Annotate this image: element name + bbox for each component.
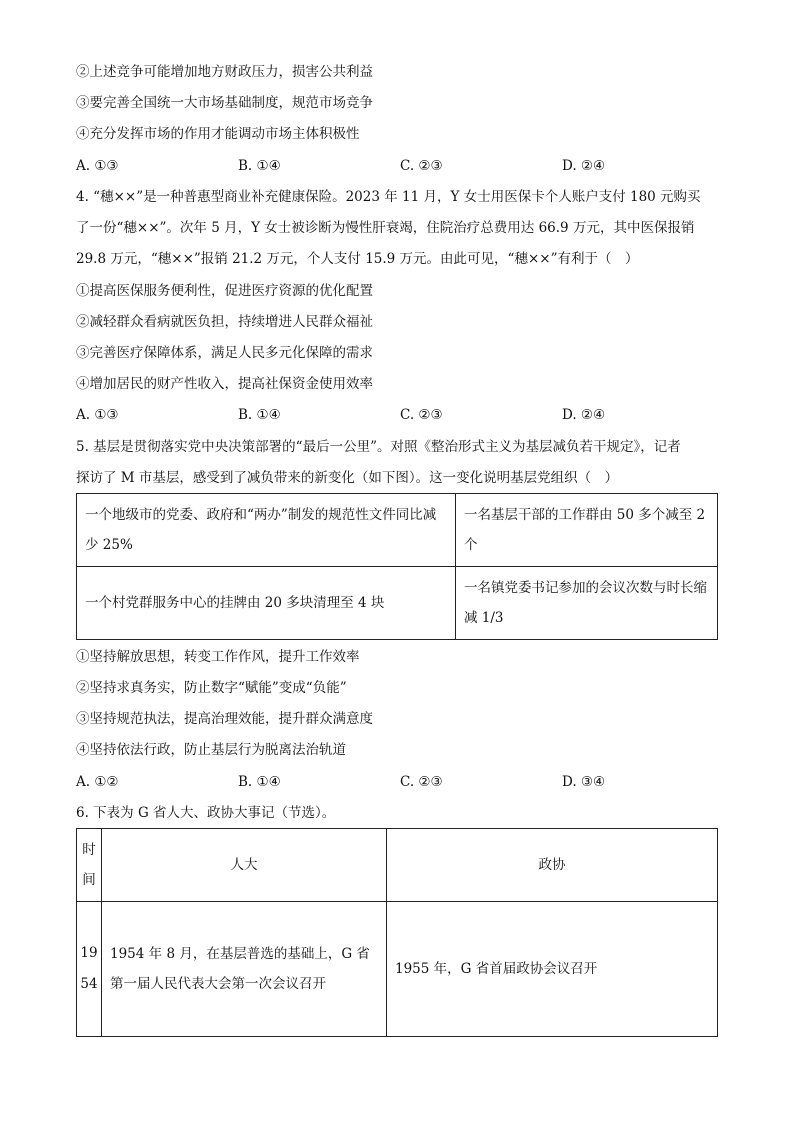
q4-stem-line-2: 了一份“穗××”。次年 5 月，Y 女士被诊断为慢性肝衰竭，住院治疗总费用达 66.9 万元，其中医保报销 <box>76 220 695 236</box>
q4-option-c[interactable]: C. ②③ <box>400 407 443 423</box>
table-row <box>77 902 718 1037</box>
q4-stem-line-1: 4. “穗××”是一种普惠型商业补充健康保险。2023 年 11 月，Y 女士用医保卡个人账户支付 180 元购买 <box>76 189 701 205</box>
q5-option-c[interactable]: C. ②③ <box>400 774 443 790</box>
q5-item-3: ③坚持规范执法，提高治理效能，提升群众满意度 <box>76 711 373 727</box>
q3-option-c[interactable]: C. ②③ <box>400 158 443 174</box>
q3-item-4: ④充分发挥市场的作用才能调动市场主体积极性 <box>76 126 360 142</box>
q4-item-4: ④增加居民的财产性收入，提高社保资金使用效率 <box>76 376 373 392</box>
q4-option-b[interactable]: B. ①④ <box>238 407 281 423</box>
q5-stem-line-2: 探访了 M 市基层，感受到了减负带来的新变化（如下图）。这一变化说明基层党组织（ ） <box>76 470 619 486</box>
q5-option-a[interactable]: A. ①② <box>76 774 119 790</box>
q3-option-a[interactable]: A. ①③ <box>76 158 119 174</box>
q4-item-1: ①提高医保服务便利性，促进医疗资源的优化配置 <box>76 283 373 299</box>
q5-item-2: ②坚持求真务实，防止数字“赋能”变成“负能” <box>76 680 347 696</box>
q4-item-2: ②减轻群众看病就医负担，持续增进人民群众福祉 <box>76 314 373 330</box>
table-cell: 一名基层干部的工作群由 50 多个减至 2 个 <box>456 494 718 567</box>
table-cell: 一个村党群服务中心的挂牌由 20 多块清理至 4 块 <box>77 567 456 640</box>
q3-item-2: ②上述竞争可能增加地方财政压力，损害公共利益 <box>76 64 373 80</box>
table-cell: 一个地级市的党委、政府和“两办”制发的规范性文件同比减少 25% <box>77 494 456 567</box>
q4-option-a[interactable]: A. ①③ <box>76 407 119 423</box>
header-cppcc: 政协 <box>387 829 718 902</box>
q3-option-d[interactable]: D. ②④ <box>562 158 606 174</box>
q5-option-b[interactable]: B. ①④ <box>238 774 281 790</box>
header-npc: 人大 <box>102 829 387 902</box>
q4-option-d[interactable]: D. ②④ <box>562 407 606 423</box>
table-header-row <box>77 829 718 902</box>
npc-event: 1954 年 8 月，在基层普选的基础上，G 省第一届人民代表大会第一次会议召开 <box>102 902 387 1037</box>
q3-option-b[interactable]: B. ①④ <box>238 158 281 174</box>
q4-stem-line-3: 29.8 万元，“穗××”报销 21.2 万元，个人支付 15.9 万元。由此可见，“穗××”有利于（ ） <box>76 251 639 267</box>
q6-stem: 6. 下表为 G 省人大、政协大事记（节选）。 <box>76 805 336 821</box>
q5-table <box>76 493 718 640</box>
q5-stem-line-1: 5. 基层是贯彻落实党中央决策部署的“最后一公里”。对照《整治形式主义为基层减负若干规定》，记者 <box>76 439 681 455</box>
q5-option-d[interactable]: D. ③④ <box>562 774 606 790</box>
cppcc-event: 1955 年，G 省首届政协会议召开 <box>387 902 718 1037</box>
table-row <box>77 494 718 567</box>
q5-item-4: ④坚持依法行政，防止基层行为脱离法治轨道 <box>76 742 346 758</box>
year-cell: 1954 <box>77 902 102 1037</box>
q4-item-3: ③完善医疗保障体系，满足人民多元化保障的需求 <box>76 345 373 361</box>
table-row <box>77 567 718 640</box>
q3-item-3: ③要完善全国统一大市场基础制度，规范市场竞争 <box>76 95 373 111</box>
table-cell: 一名镇党委书记参加的会议次数与时长缩减 1/3 <box>456 567 718 640</box>
header-time: 时间 <box>77 829 102 902</box>
q6-table <box>76 828 718 1037</box>
q5-item-1: ①坚持解放思想，转变工作作风，提升工作效率 <box>76 649 360 665</box>
